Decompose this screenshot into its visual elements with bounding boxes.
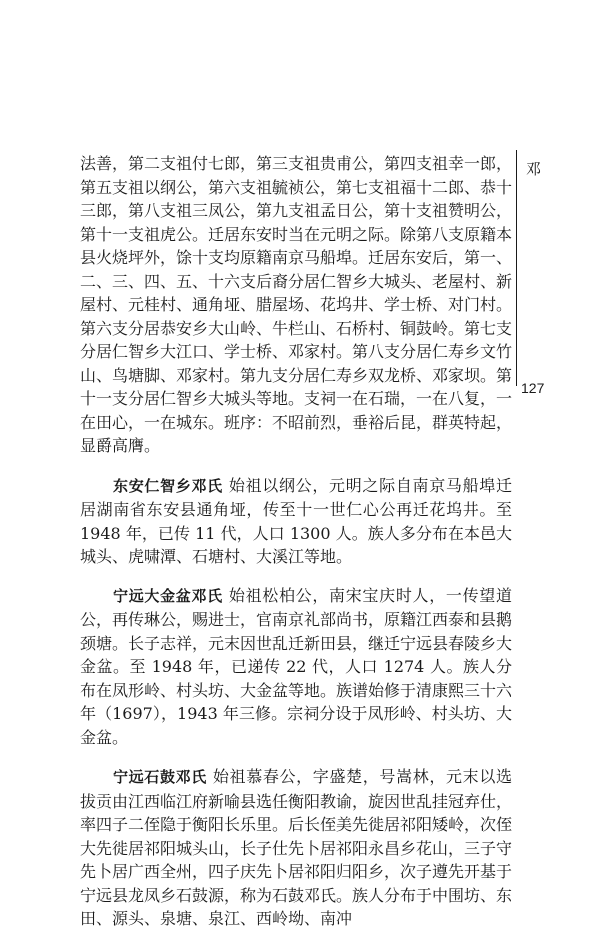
paragraph-ningyuan-dajinpen: [80, 584, 512, 750]
paragraph-continued: [80, 152, 512, 458]
paragraph-text: 始祖慕春公，字盛楚，号嵩林，元末以选拔贡由江西临江府新喻县选任衡阳教谕，旋因世乱挂冠弃仕，率四子二侄隐于衡阳长乐里。后长侄美先徙居祁阳矮岭，次侄大先徙居祁阳城头山，长子仕先卜居祁阳永昌乡花山，三子守先卜居广西全州，四子庆先卜居祁阳归阳乡，次子遵先开基于宁远县龙凤乡石鼓源，称为石鼓邓氏。族人分布于中围坊、东田、源头、泉塘、泉江、西岭坳、南冲: [80, 767, 513, 928]
paragraph-gap: [80, 749, 512, 765]
paragraph-dongan-renzhi: [80, 474, 512, 569]
page-number: 127: [521, 380, 545, 396]
paragraph-heading: 宁远石鼓邓氏: [113, 768, 207, 786]
paragraph-text: 始祖以纲公，元明之际自南京马船埠迁居湖南省东安县通角垭，传至十一世仁心公再迁花坞井。至 1948 年，已传 11 代，人口 1300 人。族人多分布在本邑大城头、虎啸潭、石塘村、大溪江等地。: [80, 475, 512, 566]
running-head: 邓: [526, 160, 542, 178]
paragraph-gap: [80, 458, 512, 474]
paragraph-gap: [80, 569, 512, 584]
paragraph-text: 始祖松柏公，南宋宝庆时人，一传望道公，再传琳公，赐进士，官南京礼部尚书，原籍江西泰和县鹅颈塘。长子志祥，元末因世乱迁新田县，继迁宁远县春陵乡大金盆。至 1948 年，已递传 22 代，人口 1274 人。族人分布在凤形岭、村头坊、大金盆等地。族谱始修于清康熙三十六年（1697），1943 年三修。宗祠分设于凤形岭、村头坊、大金盆。: [80, 585, 513, 747]
paragraph-ningyuan-shigu: [80, 765, 512, 931]
paragraph-heading: 宁远大金盆邓氏: [113, 586, 223, 605]
paragraph-heading: 东安仁智乡邓氏: [113, 476, 223, 495]
paragraph-text: 法善，第二支祖付七郎，第三支祖贵甫公，第四支祖幸一郎，第五支祖以纲公，第六支祖毓祯公，第七支祖福十二郎、恭十三郎，第八支祖三凤公，第九支祖孟日公，第十支祖赞明公，第十一支祖虎公。迁居东安时当在元明之际。除第八支原籍本县火烧坪外，馀十支均原籍南京马船埠。迁居东安后，第一、二、三、四、五、十六支后裔分居仁智乡大城头、老屋村、新屋村、元桂村、通角垭、腊屋场、花坞井、学士桥、对门村。第六支分居恭安乡大山岭、牛栏山、石桥村、铜鼓岭。第七支分居仁智乡大江口、学士桥、邓家村。第八支分居仁寿乡文竹山、鸟塘脚、邓家村。第九支分居仁寿乡双龙桥、邓家坝。第十一支分居仁智乡大城头等地。支祠一在石瑞，一在八复，一在田心，一在城东。班序：不昭前烈，垂裕后昆，群英特起，显爵高膺。: [80, 154, 513, 455]
body-text: [80, 152, 512, 931]
margin-rule: [516, 150, 517, 386]
